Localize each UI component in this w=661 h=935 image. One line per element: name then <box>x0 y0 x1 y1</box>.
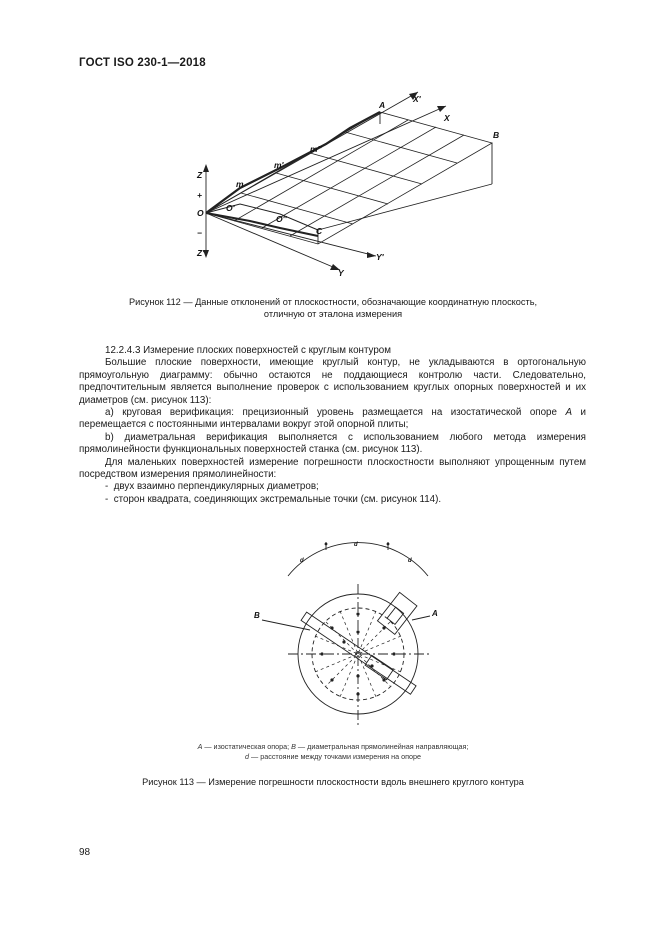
label-A: A <box>379 100 386 110</box>
legend-B-text: — диаметральная прямолинейная направляющая; <box>295 742 469 751</box>
body-text <box>79 345 586 506</box>
label-d-3: d <box>408 558 412 564</box>
label-c: C <box>316 226 323 236</box>
figure-112-caption <box>80 296 586 320</box>
figure-113-diagram <box>240 536 452 728</box>
paragraph-2-italic: A <box>565 407 572 419</box>
figure-112-diagram <box>180 86 510 278</box>
document-header: ГОСТ ISO 230-1—2018 <box>79 57 206 69</box>
label-A-113: A <box>432 609 438 618</box>
paragraph-2-prefix: a) круговая верификация: прецизионный уровень размещается на изостатической опоре <box>105 407 566 419</box>
list-item-1: - двух взаимно перпендикулярных диаметров; <box>105 481 319 493</box>
label-o-prime: O' <box>226 203 235 213</box>
list-item-2: - сторон квадрата, соединяющих экстремальные точки (см. рисунок 114). <box>105 493 442 505</box>
label-B-113: B <box>254 611 260 620</box>
label-x: X <box>444 113 450 123</box>
section-title: 12.2.4.3 Измерение плоских поверхностей с круглым контуром <box>105 345 391 356</box>
legend-d-text: — расстояние между точками измерения на опоре <box>249 752 421 761</box>
label-z-prime: Z' <box>197 248 205 258</box>
paragraph-3: b) диаметральная верификация выполняется с использованием любого метода измерения прямолинейности функциональных поверхностей станка (см. рисунок 113). <box>79 431 586 456</box>
label-d-2: d <box>354 542 358 548</box>
label-y: Y <box>338 268 344 278</box>
label-z: Z <box>197 170 203 180</box>
caption-112-line2: отличную от эталона измерения <box>263 309 403 319</box>
legend-line-2 <box>80 752 586 762</box>
figure-113-caption: Рисунок 113 — Измерение погрешности плоскостности вдоль внешнего круглого контура <box>142 777 524 787</box>
label-m-prime: m' <box>274 160 284 170</box>
label-m-double-prime: m'' <box>310 144 322 154</box>
paragraph-1: Большие плоские поверхности, имеющие круглый контур, не укладываются в ортогональную прямоугольную диаграмму: обычно остаются не поддающиеся контролю части. Следовательно, предпочтительным является выполнение проверок с использованием круглых опорных поверхностей и их диаметров (см. рисунок 113): <box>79 357 586 406</box>
legend-B: B <box>291 742 296 751</box>
label-d-1: d <box>300 558 304 564</box>
legend-A: A <box>197 742 203 751</box>
label-minus: − <box>197 228 202 238</box>
x-axis <box>206 106 446 213</box>
label-y-prime: Y' <box>376 252 384 262</box>
label-o: O <box>197 208 204 218</box>
label-x-prime: X' <box>413 94 421 104</box>
legend-A-text: — изостатическая опора; <box>202 742 292 751</box>
legend-line-1 <box>80 742 586 752</box>
figure-113-legend <box>80 742 586 762</box>
caption-112-line1: Рисунок 112 — Данные отклонений от плоскостности, обозначающие координатную плоскость, <box>128 297 538 307</box>
profile-line-y <box>206 213 318 236</box>
list-item-1-text: двух взаимно перпендикулярных диаметров; <box>113 481 319 493</box>
label-B: B <box>493 130 500 140</box>
label-o-double-prime: O'' <box>276 214 287 224</box>
paragraph-2 <box>79 407 586 432</box>
label-m: m <box>236 179 244 189</box>
label-plus: + <box>197 190 202 200</box>
legend-d: d <box>245 752 250 761</box>
paragraph-2-suffix: и перемещается с постоянными интервалами вокруг этой опорной плиты; <box>79 407 586 431</box>
paragraph-4: Для маленьких поверхностей измерение погрешности плоскостности выполняют упрощенным путем посредством измерения прямолинейности: <box>79 456 586 481</box>
list-item-2-text: сторон квадрата, соединяющих экстремальные точки (см. рисунок 114). <box>113 493 442 505</box>
page-number: 98 <box>79 847 91 858</box>
